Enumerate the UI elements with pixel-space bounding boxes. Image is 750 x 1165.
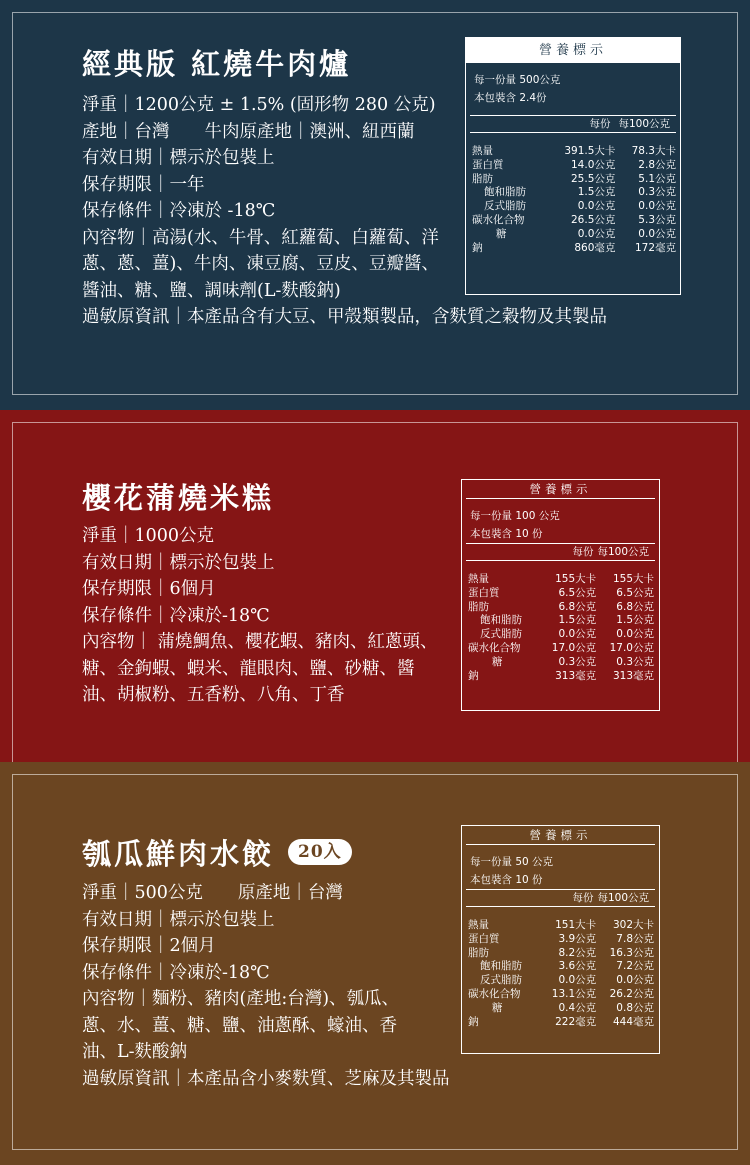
- nutrition-rows: [472, 145, 676, 255]
- nutrition-row: [468, 988, 654, 1002]
- product-info: [82, 523, 442, 709]
- value-per-serving: 17.0公克: [551, 641, 597, 654]
- value-per-100g: 26.2公克: [609, 987, 654, 1000]
- nutrition-row: [468, 1002, 654, 1016]
- value-per-serving: 26.5公克: [571, 213, 616, 226]
- nutrient-name: 鈉: [468, 669, 479, 682]
- value-per-100g: 6.5公克: [616, 586, 654, 599]
- value-per-serving: 860毫克: [574, 241, 616, 254]
- net-weight: 淨重｜1200公克 ± 1.5% (固形物 280 公克): [82, 95, 436, 115]
- nutrient-name: 熱量: [468, 573, 489, 585]
- nutrient-name: 脂肪: [468, 600, 489, 613]
- value-per-100g: 6.8公克: [616, 600, 654, 613]
- value-per-serving: 0.3公克: [558, 655, 597, 668]
- expiry: 有效日期｜標示於包裝上: [82, 552, 275, 573]
- col-per-serving: 每份: [572, 546, 594, 558]
- nutrient-name: 蛋白質: [472, 158, 504, 171]
- nutrition-row: [468, 628, 654, 642]
- value-per-serving: 222毫克: [555, 1015, 597, 1028]
- nutrition-header: 營養標示: [466, 38, 680, 63]
- product-section-dumpling: [0, 762, 750, 1165]
- expiry: 有效日期｜標示於包裝上: [82, 909, 275, 930]
- net-weight: 淨重｜1000公克: [82, 526, 215, 546]
- product-section-ricecake: [0, 410, 750, 762]
- nutrition-row: [468, 933, 654, 947]
- value-per-100g: 17.0公克: [609, 641, 654, 654]
- nutrition-row: [472, 173, 676, 187]
- nutrition-table: [465, 37, 681, 295]
- value-per-serving: 0.0公克: [577, 200, 616, 213]
- net-weight: 淨重｜500公克 原產地｜台灣: [82, 883, 343, 903]
- ingredients: 內容物｜高湯(水、牛骨、紅蘿蔔、白蘿蔔、洋蔥、蔥、薑)、牛肉、凍豆腐、豆皮、豆瓣醬、醬油、糖、鹽、調味劑(L-麩酸鈉): [82, 227, 439, 301]
- nutrition-header: 營養標示: [466, 826, 655, 845]
- nutrient-name: 脂肪: [468, 946, 489, 959]
- ingredients: 內容物｜麵粉、豬肉(產地:台灣)、瓠瓜、蔥、水、薑、糖、鹽、油蔥酥、蠔油、香油、L-麩酸鈉: [82, 989, 400, 1062]
- value-per-serving: 0.0公克: [558, 974, 597, 987]
- nutrition-table: [461, 479, 660, 711]
- nutrition-row: [468, 960, 654, 974]
- nutrient-name: 反式脂肪: [484, 200, 526, 213]
- servings-per-pack: 本包裝含 10 份: [470, 528, 543, 540]
- storage: 保存條件｜冷凍於-18℃: [82, 605, 270, 626]
- shelf-life: 保存期限｜2個月: [82, 936, 216, 956]
- nutrient-name: 飽和脂肪: [484, 186, 526, 199]
- value-per-100g: 0.3公克: [616, 655, 654, 668]
- nutrition-row: [472, 145, 676, 159]
- value-per-serving: 13.1公克: [551, 987, 597, 1000]
- value-per-serving: 6.5公克: [558, 586, 597, 599]
- nutrition-row: [468, 601, 654, 615]
- value-per-serving: 1.5公克: [558, 614, 597, 627]
- nutrition-row: [472, 200, 676, 214]
- nutrient-name: 飽和脂肪: [480, 614, 522, 627]
- nutrition-row: [472, 228, 676, 242]
- value-per-serving: 155大卡: [555, 573, 597, 585]
- nutrition-row: [468, 573, 654, 587]
- nutrient-name: 蛋白質: [468, 586, 500, 599]
- nutrition-row: [472, 159, 676, 173]
- value-per-100g: 302大卡: [612, 919, 654, 931]
- nutrient-name: 蛋白質: [468, 932, 500, 945]
- value-per-serving: 25.5公克: [571, 172, 616, 185]
- nutrition-row: [468, 974, 654, 988]
- nutrition-rows: [468, 919, 654, 1029]
- nutrition-row: [468, 670, 654, 684]
- product-info: [82, 880, 502, 1092]
- nutrient-name: 糖: [492, 655, 503, 668]
- nutrition-row: [468, 1016, 654, 1030]
- serving-size: 每一份量 50 公克: [470, 856, 554, 868]
- value-per-serving: 1.5公克: [577, 186, 616, 199]
- value-per-serving: 6.8公克: [558, 600, 597, 613]
- value-per-100g: 0.8公克: [616, 1001, 654, 1014]
- nutrient-name: 碳水化合物: [472, 213, 525, 226]
- storage: 保存條件｜冷凍於-18℃: [82, 962, 270, 983]
- product-section-beef: [0, 0, 750, 410]
- serving-size: 每一份量 100 公克: [470, 510, 560, 522]
- nutrient-name: 熱量: [468, 919, 489, 931]
- col-per-serving: 每份: [589, 118, 611, 130]
- value-per-serving: 0.0公克: [577, 227, 616, 240]
- value-per-100g: 5.3公克: [638, 213, 676, 226]
- value-per-serving: 3.6公克: [558, 960, 597, 973]
- origin: 產地｜台灣 牛肉原產地｜澳洲、紐西蘭: [82, 121, 415, 142]
- nutrition-row: [472, 242, 676, 256]
- product-title: 經典版 紅燒牛肉爐: [82, 47, 352, 81]
- nutrition-header: 營養標示: [466, 480, 655, 499]
- value-per-100g: 7.2公克: [616, 960, 654, 973]
- value-per-100g: 155大卡: [612, 573, 654, 585]
- nutrient-name: 熱量: [472, 145, 493, 157]
- value-per-100g: 0.0公克: [616, 628, 654, 641]
- product-title: 櫻花蒲燒米糕: [82, 481, 275, 515]
- value-per-serving: 3.9公克: [558, 932, 597, 945]
- value-per-serving: 0.4公克: [558, 1001, 597, 1014]
- value-per-100g: 16.3公克: [609, 946, 654, 959]
- shelf-life: 保存期限｜6個月: [82, 579, 216, 599]
- servings-per-pack: 本包裝含 10 份: [470, 874, 543, 886]
- nutrition-row: [468, 587, 654, 601]
- servings-per-pack: 本包裝含 2.4份: [474, 92, 547, 104]
- nutrient-name: 碳水化合物: [468, 641, 521, 654]
- nutrition-table: [461, 825, 660, 1054]
- nutrient-name: 鈉: [472, 241, 483, 254]
- nutrient-name: 反式脂肪: [480, 628, 522, 641]
- nutrient-name: 反式脂肪: [480, 974, 522, 987]
- value-per-100g: 1.5公克: [616, 614, 654, 627]
- value-per-100g: 78.3大卡: [631, 145, 676, 157]
- value-per-serving: 151大卡: [555, 919, 597, 931]
- nutrient-name: 鈉: [468, 1015, 479, 1028]
- value-per-100g: 0.0公克: [638, 200, 676, 213]
- nutrition-row: [468, 614, 654, 628]
- value-per-serving: 14.0公克: [571, 158, 616, 171]
- value-per-100g: 313毫克: [612, 669, 654, 682]
- value-per-100g: 0.0公克: [638, 227, 676, 240]
- value-per-100g: 0.0公克: [616, 974, 654, 987]
- value-per-100g: 444毫克: [612, 1015, 654, 1028]
- value-per-serving: 0.0公克: [558, 628, 597, 641]
- storage: 保存條件｜冷凍於 -18℃: [82, 201, 276, 221]
- nutrient-name: 飽和脂肪: [480, 960, 522, 973]
- nutrient-name: 糖: [496, 227, 507, 240]
- nutrient-name: 碳水化合物: [468, 987, 521, 1000]
- value-per-100g: 5.1公克: [638, 172, 676, 185]
- nutrition-row: [468, 947, 654, 961]
- expiry: 有效日期｜標示於包裝上: [82, 148, 275, 168]
- nutrition-row: [472, 186, 676, 200]
- nutrient-name: 糖: [492, 1001, 503, 1014]
- count-badge: 20入: [288, 839, 352, 865]
- value-per-100g: 2.8公克: [638, 158, 676, 171]
- value-per-100g: 172毫克: [634, 241, 676, 254]
- value-per-100g: 0.3公克: [638, 186, 676, 199]
- nutrition-row: [468, 919, 654, 933]
- col-per-serving: 每份: [572, 892, 594, 904]
- serving-size: 每一份量 500公克: [474, 74, 561, 86]
- nutrition-col-header: [470, 115, 676, 133]
- value-per-100g: 7.8公克: [616, 932, 654, 945]
- value-per-serving: 391.5大卡: [564, 145, 616, 157]
- col-per-100g: 每100公克: [597, 546, 649, 558]
- value-per-serving: 8.2公克: [558, 946, 597, 959]
- value-per-serving: 313毫克: [555, 669, 597, 682]
- nutrition-row: [468, 642, 654, 656]
- shelf-life: 保存期限｜一年: [82, 174, 205, 195]
- col-per-100g: 每100公克: [597, 892, 649, 904]
- product-title: [82, 832, 352, 873]
- nutrient-name: 脂肪: [472, 172, 493, 185]
- product-title-text: 瓠瓜鮮肉水餃: [82, 837, 275, 871]
- nutrition-row: [468, 656, 654, 670]
- allergen-info: 過敏原資訊｜本產品含小麥麩質、芝麻及其製品: [82, 1068, 450, 1089]
- nutrition-col-header: [466, 543, 655, 561]
- nutrition-rows: [468, 573, 654, 683]
- nutrition-row: [472, 214, 676, 228]
- ingredients: 內容物｜ 蒲燒鯛魚、櫻花蝦、豬肉、紅蔥頭、糖、金鉤蝦、蝦米、龍眼肉、鹽、砂糖、醬油、胡椒粉、五香粉、八角、丁香: [82, 632, 438, 705]
- col-per-100g: 每100公克: [618, 118, 670, 130]
- nutrition-col-header: [466, 889, 655, 907]
- allergen-info: 過敏原資訊｜本產品含有大豆、甲殼類製品，含麩質之穀物及其製品: [82, 307, 607, 327]
